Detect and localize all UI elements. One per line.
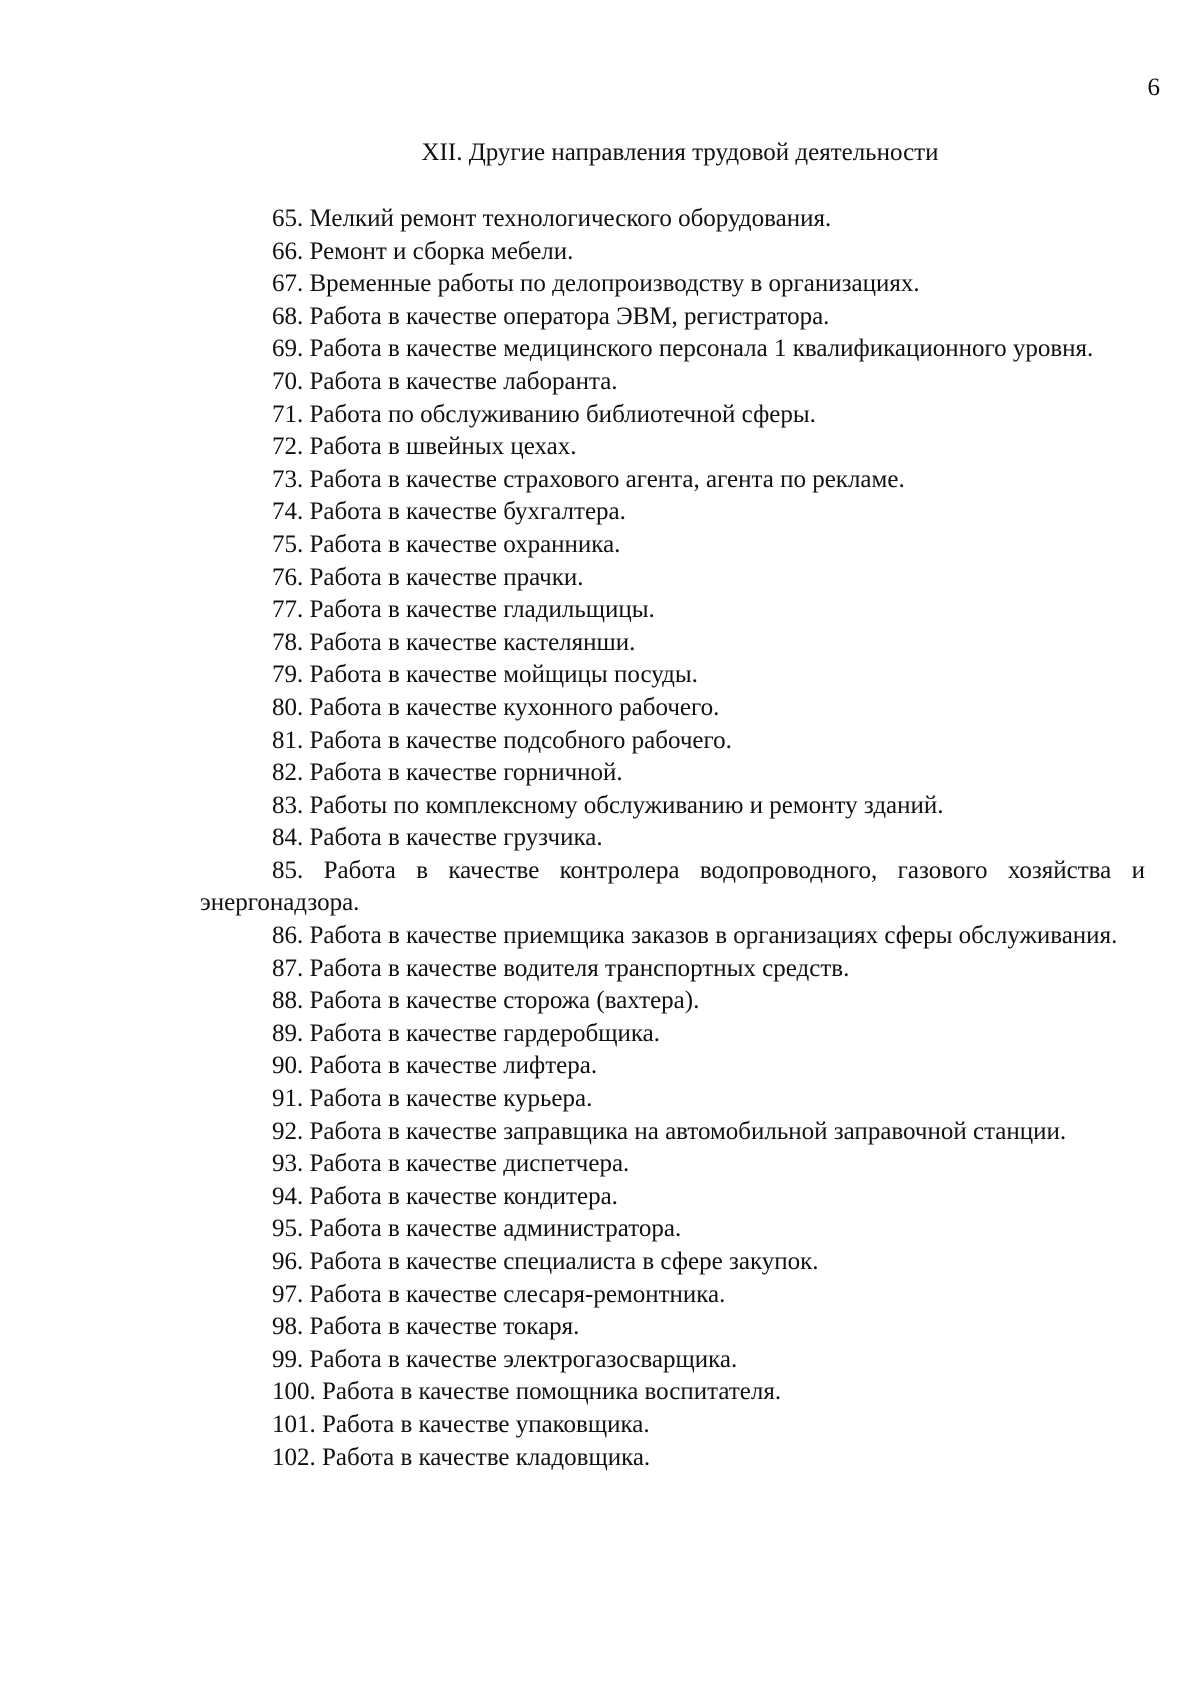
list-item: 75. Работа в качестве охранника. [272,530,621,558]
list-item: 81. Работа в качестве подсобного рабочего. [272,726,732,754]
list-item: 87. Работа в качестве водителя транспортных средств. [272,954,850,982]
list-item: 67. Временные работы по делопроизводству в организациях. [272,270,920,298]
list-item: 82. Работа в качестве горничной. [272,759,623,787]
list-item: 84. Работа в качестве грузчика. [272,824,603,852]
list-item: 69. Работа в качестве медицинского персонала 1 квалификационного уровня. [272,335,1094,363]
list-item: 71. Работа по обслуживанию библиотечной сферы. [272,400,816,428]
list-item: 79. Работа в качестве мойщицы посуды. [272,661,698,689]
list-item: 85. Работа в качестве контролера водопроводного, газового хозяйства и энергонадзора. [200,856,1145,917]
list-item: 65. Мелкий ремонт технологического оборудования. [272,205,832,232]
section-title: XII. Другие направления трудовой деятельности [421,139,939,166]
list-item: 72. Работа в швейных цехах. [272,433,577,461]
work-directions-list [200,203,1145,1474]
list-item: 77. Работа в качестве гладильщицы. [272,596,655,624]
list-item: 97. Работа в качестве слесаря-ремонтника. [272,1280,726,1308]
list-item: 74. Работа в качестве бухгалтера. [272,498,626,526]
list-item: 99. Работа в качестве электрогазосварщика. [272,1345,738,1373]
list-item: 94. Работа в качестве кондитера. [272,1182,618,1210]
list-item: 101. Работа в качестве упаковщика. [272,1410,650,1438]
list-item: 95. Работа в качестве администратора. [272,1215,682,1243]
list-item: 98. Работа в качестве токаря. [272,1313,580,1341]
page-number: 6 [1147,74,1160,101]
list-item: 78. Работа в качестве кастелянши. [272,628,636,656]
list-item: 90. Работа в качестве лифтера. [272,1052,598,1080]
list-item: 68. Работа в качестве оператора ЭВМ, регистратора. [272,302,830,330]
list-item: 66. Ремонт и сборка мебели. [272,237,574,265]
list-item: 96. Работа в качестве специалиста в сфере закупок. [272,1248,819,1275]
list-item: 86. Работа в качестве приемщика заказов в организациях сферы обслуживания. [272,922,1118,950]
list-item: 92. Работа в качестве заправщика на автомобильной заправочной станции. [272,1117,1067,1145]
list-item: 93. Работа в качестве диспетчера. [272,1150,630,1178]
list-item: 100. Работа в качестве помощника воспитателя. [272,1378,782,1406]
list-item: 83. Работы по комплексному обслуживанию и ремонту зданий. [272,791,944,819]
list-item: 70. Работа в качестве лаборанта. [272,367,618,395]
list-item: 89. Работа в качестве гардеробщика. [272,1019,661,1047]
list-item: 80. Работа в качестве кухонного рабочего. [272,693,720,721]
list-item: 73. Работа в качестве страхового агента, агента по рекламе. [272,465,905,493]
list-item: 91. Работа в качестве курьера. [272,1085,593,1113]
list-item: 76. Работа в качестве прачки. [272,563,584,591]
list-item: 102. Работа в качестве кладовщика. [272,1443,651,1471]
list-item: 88. Работа в качестве сторожа (вахтера). [272,987,700,1015]
